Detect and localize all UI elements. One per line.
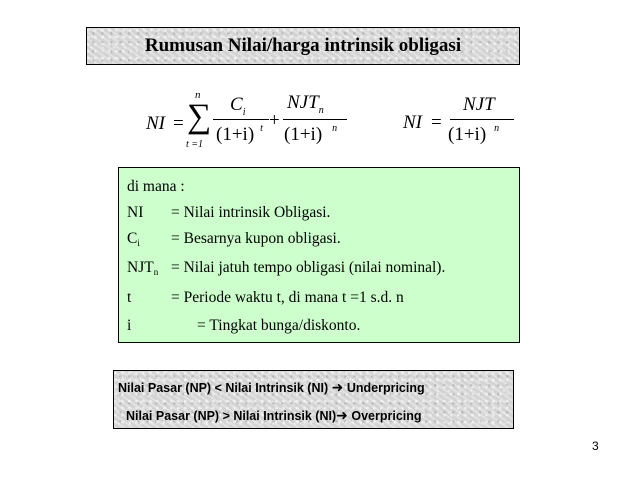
formula2-numerator: NJT: [463, 94, 495, 115]
comparison-result: Underpricing: [346, 381, 425, 395]
definition-description: = Nilai jatuh tempo obligasi (nilai nominal).: [171, 259, 446, 276]
comparison-result: Overpricing: [351, 409, 422, 423]
right-arrow-icon: ➜: [336, 407, 348, 423]
formula1-term1-numerator: $C_i$: [230, 94, 246, 118]
formula2-equals: =: [431, 112, 442, 133]
definition-description: = Besarnya kupon obligasi.: [171, 230, 341, 247]
formula1-term2-denominator: (1+i) $^n$: [284, 123, 338, 145]
definition-term: Ci: [127, 230, 140, 248]
definition-term: NI: [127, 204, 144, 221]
comparison-condition: Nilai Pasar (NP) < Nilai Intrinsik (NI): [118, 381, 329, 395]
definition-description: = Periode waktu t, di mana t =1 s.d. n: [171, 289, 404, 306]
definition-description: = Nilai intrinsik Obligasi.: [171, 204, 331, 221]
comparison-line-underpricing: [118, 379, 425, 396]
formula2-fraction-bar: [450, 119, 514, 120]
page-number: 3: [592, 439, 599, 453]
definition-term: i: [127, 317, 132, 334]
definitions-intro: di mana :: [127, 178, 185, 195]
formula1-term1-denominator: (1+i) $^t$: [216, 123, 263, 145]
formula1-term2-numerator: $NJT_n$: [287, 92, 324, 116]
summation-icon: ∑: [187, 98, 212, 135]
title-box: [86, 27, 520, 65]
formula1-lhs: NI: [146, 113, 165, 134]
formula1-fraction-bar-1: [213, 119, 269, 120]
formula2-denominator: (1+i) $^n$: [448, 123, 500, 145]
definitions-box: [118, 167, 520, 343]
formula1-sum-upper: n: [195, 89, 201, 101]
formula1-equals: =: [173, 113, 184, 134]
slide-title: Rumusan Nilai/harga intrinsik obligasi: [144, 35, 462, 56]
formula1-fraction-bar-2: [283, 119, 347, 120]
formula1-sum-lower: t =1: [186, 139, 204, 150]
definition-description: = Tingkat bunga/diskonto.: [197, 317, 361, 334]
definition-term: NJTn: [127, 259, 159, 277]
right-arrow-icon: ➜: [331, 379, 344, 395]
comparison-box: [113, 370, 514, 429]
formula1-plus: +: [269, 110, 280, 131]
formula2-lhs: NI: [403, 112, 422, 133]
comparison-condition: Nilai Pasar (NP) > Nilai Intrinsik (NI): [126, 409, 337, 423]
definition-term: t: [127, 289, 132, 306]
comparison-line-overpricing: [126, 407, 422, 424]
